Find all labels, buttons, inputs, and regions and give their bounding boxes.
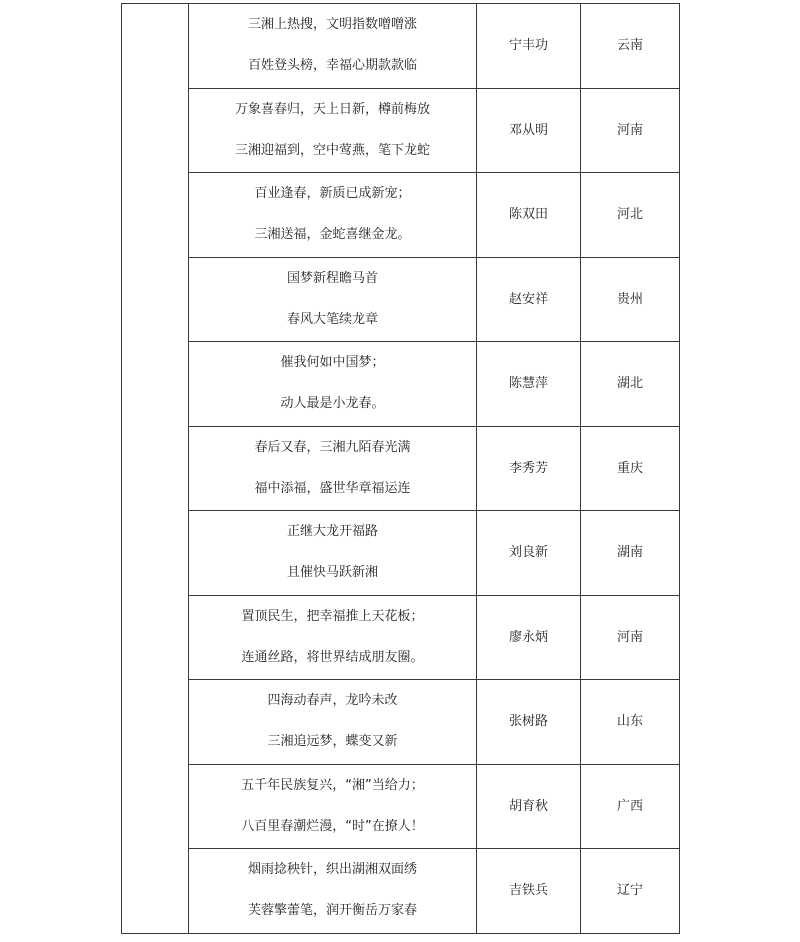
- couplet-line-lower: 芙蓉擎蕾笔，润开衡岳万家春: [247, 903, 417, 919]
- couplet-line-upper: 百业逢春，新质已成新宠；: [254, 186, 411, 202]
- province-cell: [581, 257, 680, 342]
- province-cell: [581, 511, 680, 596]
- author-name: 吉铁兵: [508, 883, 548, 899]
- author-cell: [477, 595, 581, 680]
- couplet-line-lower: 三湘追远梦，蝶变又新: [267, 734, 398, 750]
- couplet-line-upper: 烟雨捻秧针，织出湖湘双面绣: [247, 862, 417, 878]
- couplet-line-upper: 催我何如中国梦；: [280, 355, 385, 371]
- province-name: 河北: [616, 207, 643, 223]
- province-name: 山东: [616, 714, 643, 730]
- author-name: 赵安祥: [508, 291, 548, 307]
- couplet-line-upper: 春后又春，三湘九陌春光满: [254, 439, 411, 455]
- table-row: [122, 595, 680, 680]
- couplet-line-upper: 五千年民族复兴，“湘”当给力；: [241, 777, 424, 793]
- table-row: [122, 849, 680, 934]
- province-name: 贵州: [616, 291, 643, 307]
- couplet-cell: [189, 426, 477, 511]
- province-cell: [581, 342, 680, 427]
- province-name: 湖北: [616, 376, 643, 392]
- couplet-table: [121, 3, 680, 934]
- couplet-line-lower: 春风大笔续龙章: [286, 311, 378, 327]
- author-cell: [477, 680, 581, 765]
- couplet-line-lower: 百姓登头榜，幸福心期款款临: [247, 58, 417, 74]
- table-row: [122, 426, 680, 511]
- couplet-line-upper: 四海动春声，龙吟未改: [267, 693, 398, 709]
- couplet-line-lower: 福中添福，盛世华章福运连: [254, 480, 411, 496]
- author-name: 李秀芳: [508, 460, 548, 476]
- merged-blank-cell: [122, 4, 189, 934]
- province-name: 河南: [616, 629, 643, 645]
- couplet-line-upper: 国梦新程瞻马首: [286, 270, 378, 286]
- province-cell: [581, 764, 680, 849]
- couplet-line-upper: 三湘上热搜，文明指数噌噌涨: [247, 17, 417, 33]
- province-cell: [581, 173, 680, 258]
- table-row: [122, 680, 680, 765]
- couplet-cell: [189, 511, 477, 596]
- province-cell: [581, 849, 680, 934]
- couplet-line-lower: 八百里春潮烂漫，“时”在撩人！: [241, 818, 424, 834]
- province-name: 云南: [616, 38, 643, 54]
- couplet-line-lower: 动人最是小龙春。: [280, 396, 385, 412]
- couplet-line-lower: 且催快马跃新湘: [286, 565, 378, 581]
- author-cell: [477, 342, 581, 427]
- couplet-cell: [189, 173, 477, 258]
- author-cell: [477, 849, 581, 934]
- table-row: [122, 88, 680, 173]
- couplet-cell: [189, 764, 477, 849]
- couplet-line-lower: 三湘迎福到，空中莺燕，笔下龙蛇: [234, 142, 430, 158]
- table-row: [122, 4, 680, 89]
- province-name: 湖南: [616, 545, 643, 561]
- couplet-cell: [189, 342, 477, 427]
- author-name: 邓从明: [508, 122, 548, 138]
- couplet-cell: [189, 595, 477, 680]
- couplet-line-upper: 置顶民生，把幸福推上天花板；: [241, 608, 424, 624]
- author-name: 张树路: [508, 714, 548, 730]
- province-name: 广西: [616, 798, 643, 814]
- author-name: 宁丰功: [508, 38, 548, 54]
- province-cell: [581, 680, 680, 765]
- province-name: 重庆: [616, 460, 643, 476]
- author-name: 廖永炳: [508, 629, 548, 645]
- province-name: 辽宁: [616, 883, 643, 899]
- couplet-cell: [189, 4, 477, 89]
- author-name: 胡育秋: [508, 798, 548, 814]
- couplet-cell: [189, 257, 477, 342]
- author-name: 刘良新: [508, 545, 548, 561]
- author-name: 陈慧萍: [508, 376, 548, 392]
- table-row: [122, 173, 680, 258]
- author-cell: [477, 257, 581, 342]
- table-row: [122, 764, 680, 849]
- table-row: [122, 511, 680, 596]
- province-cell: [581, 88, 680, 173]
- author-cell: [477, 173, 581, 258]
- province-name: 河南: [616, 122, 643, 138]
- author-name: 陈双田: [508, 207, 548, 223]
- couplet-line-upper: 正继大龙开福路: [286, 524, 378, 540]
- province-cell: [581, 595, 680, 680]
- couplet-cell: [189, 680, 477, 765]
- couplet-cell: [189, 849, 477, 934]
- table-row: [122, 257, 680, 342]
- author-cell: [477, 88, 581, 173]
- author-cell: [477, 426, 581, 511]
- couplet-cell: [189, 88, 477, 173]
- couplet-line-upper: 万象喜春归，天上日新，樽前梅放: [234, 101, 430, 117]
- table-row: [122, 342, 680, 427]
- author-cell: [477, 511, 581, 596]
- couplet-line-lower: 连通丝路，将世界结成朋友圈。: [241, 649, 424, 665]
- author-cell: [477, 4, 581, 89]
- couplet-line-lower: 三湘送福，金蛇喜继金龙。: [254, 227, 411, 243]
- province-cell: [581, 4, 680, 89]
- province-cell: [581, 426, 680, 511]
- author-cell: [477, 764, 581, 849]
